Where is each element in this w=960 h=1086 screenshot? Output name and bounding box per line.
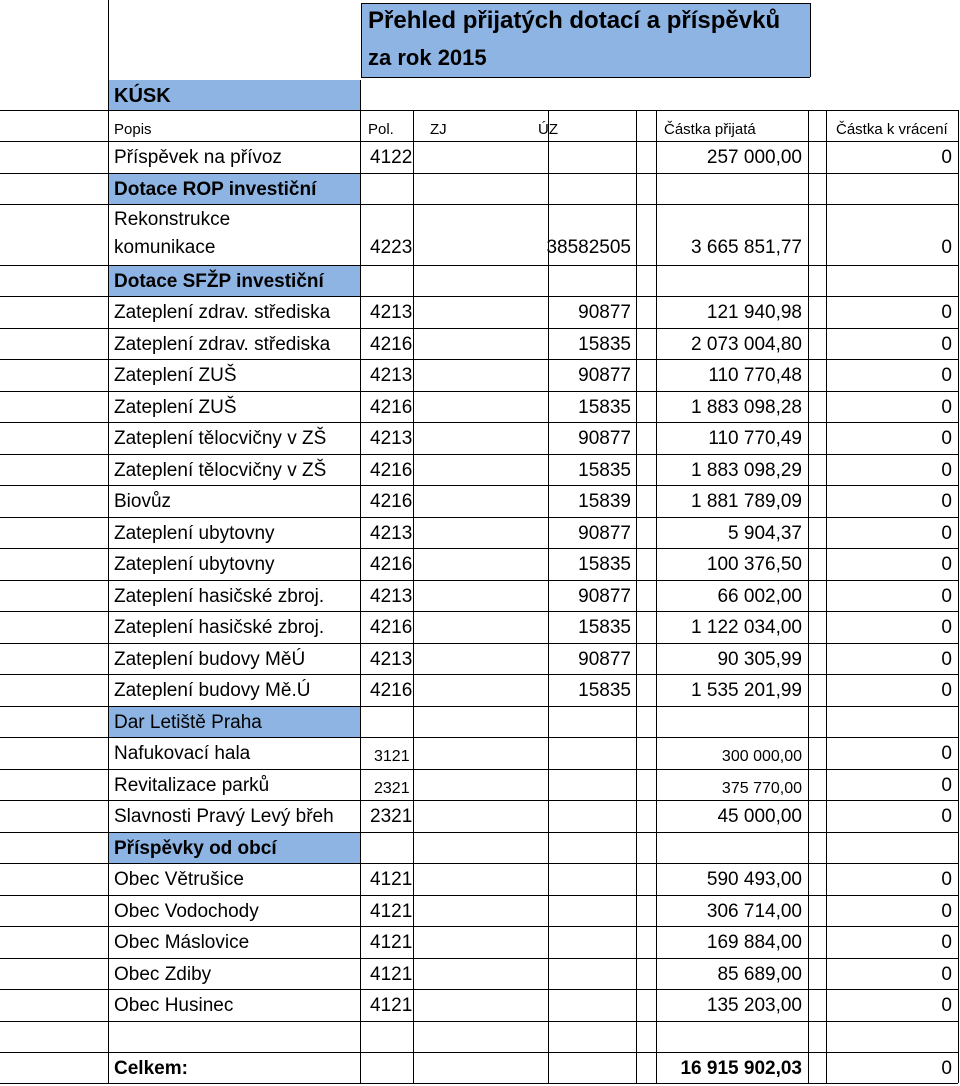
row-pol: 2321 — [370, 806, 413, 827]
row-prijata: 590 493,00 — [706, 869, 802, 890]
grid-line — [361, 3, 810, 4]
row-pol: 4213 — [370, 302, 413, 323]
row-uz: 38582505 — [546, 237, 631, 258]
grid-line — [0, 1052, 958, 1053]
row-prijata: 66 002,00 — [717, 586, 802, 607]
grid-line — [0, 958, 958, 959]
grid-line — [0, 328, 958, 329]
grid-line — [0, 204, 958, 205]
row-popis: komunikace — [114, 237, 216, 258]
row-popis: Obec Zdiby — [114, 964, 212, 985]
grid-line — [0, 359, 958, 360]
grid-line — [548, 110, 549, 1083]
row-vraceni: 0 — [941, 869, 952, 890]
row-pol: 4223 — [370, 237, 413, 258]
header-zj: ZJ — [430, 121, 447, 138]
row-pol: 4216 — [370, 397, 413, 418]
grid-line — [108, 0, 109, 110]
row-pol: 4216 — [370, 617, 413, 638]
row-vraceni: 0 — [941, 995, 952, 1016]
row-popis: Zateplení budovy Mě.Ú — [114, 680, 311, 701]
row-popis: Slavnosti Pravý Levý břeh — [114, 806, 334, 827]
row-popis: Zateplení tělocvičny v ZŠ — [114, 460, 327, 481]
grid-line — [108, 110, 109, 1083]
row-pol: 4213 — [370, 365, 413, 386]
row-vraceni: 0 — [941, 964, 952, 985]
row-popis: Zateplení hasičské zbroj. — [114, 586, 325, 607]
row-vraceni: 0 — [941, 428, 952, 449]
grid-line — [0, 296, 958, 297]
grid-line — [0, 141, 958, 142]
row-uz: 15835 — [578, 460, 631, 481]
header-castka-prijata: Částka přijatá — [664, 121, 756, 138]
grid-line — [0, 643, 958, 644]
row-pol: 4213 — [370, 523, 413, 544]
row-uz: 15835 — [578, 554, 631, 575]
row-popis: Zateplení ubytovny — [114, 523, 275, 544]
section-label: Dotace SFŽP investiční — [114, 271, 324, 292]
grid-line — [0, 989, 958, 990]
row-prijata: 45 000,00 — [717, 806, 802, 827]
total-label: Celkem: — [114, 1058, 188, 1079]
row-popis: Nafukovací hala — [114, 743, 251, 764]
row-pol: 4216 — [370, 334, 413, 355]
row-vraceni: 0 — [941, 365, 952, 386]
grid-line — [361, 3, 362, 77]
row-pol: 4216 — [370, 680, 413, 701]
row-pol: 4121 — [370, 869, 413, 890]
row-prijata: 1 881 789,09 — [691, 491, 802, 512]
total-prijata: 16 915 902,03 — [680, 1058, 802, 1079]
section-label: Dar Letiště Praha — [114, 712, 262, 733]
row-popis: Obec Máslovice — [114, 932, 250, 953]
header-pol: Pol. — [368, 121, 394, 138]
row-vraceni: 0 — [941, 743, 952, 764]
grid-line — [0, 422, 958, 423]
grid-line — [0, 110, 958, 111]
grid-line — [0, 800, 958, 801]
organization-label: KÚSK — [114, 85, 171, 107]
row-pol: 4122 — [370, 147, 413, 168]
grid-line — [0, 548, 958, 549]
row-prijata: 135 203,00 — [706, 995, 802, 1016]
grid-line — [0, 863, 958, 864]
row-pol: 4216 — [370, 460, 413, 481]
row-popis: Biovůz — [114, 491, 172, 512]
row-popis: Příspěvek na přívoz — [114, 147, 282, 168]
row-vraceni: 0 — [941, 932, 952, 953]
row-vraceni: 0 — [941, 147, 952, 168]
row-vraceni: 0 — [941, 460, 952, 481]
grid-line — [0, 674, 958, 675]
row-pol: 4213 — [370, 428, 413, 449]
row-vraceni: 0 — [941, 775, 952, 796]
row-uz: 90877 — [578, 523, 631, 544]
row-uz: 90877 — [578, 365, 631, 386]
grid-line — [636, 110, 637, 1083]
total-vraceni: 0 — [941, 1058, 952, 1079]
grid-line — [0, 737, 958, 738]
row-prijata: 1 883 098,29 — [691, 460, 802, 481]
row-pol: 4216 — [370, 491, 413, 512]
row-pol: 4216 — [370, 554, 413, 575]
row-pol: 4121 — [370, 932, 413, 953]
row-prijata: 1 883 098,28 — [691, 397, 802, 418]
row-prijata: 121 940,98 — [706, 302, 802, 323]
row-prijata: 100 376,50 — [706, 554, 802, 575]
row-uz: 90877 — [578, 586, 631, 607]
row-pol: 4121 — [370, 995, 413, 1016]
row-prijata: 5 904,37 — [728, 523, 802, 544]
row-prijata: 306 714,00 — [706, 901, 802, 922]
row-uz: 15839 — [578, 491, 631, 512]
grid-line — [0, 485, 958, 486]
row-popis: Zateplení ZUŠ — [114, 365, 237, 386]
row-prijata: 169 884,00 — [706, 932, 802, 953]
section-label: Dotace ROP investiční — [114, 179, 317, 200]
row-uz: 15835 — [578, 334, 631, 355]
row-vraceni: 0 — [941, 901, 952, 922]
grid-line — [0, 611, 958, 612]
row-popis: Rekonstrukce — [114, 209, 231, 230]
row-uz: 90877 — [578, 302, 631, 323]
row-prijata: 110 770,49 — [708, 428, 802, 449]
row-popis: Zateplení budovy MěÚ — [114, 649, 306, 670]
row-vraceni: 0 — [941, 334, 952, 355]
grid-line — [413, 110, 414, 1083]
row-popis: Obec Větrušice — [114, 869, 244, 890]
grid-line — [826, 110, 827, 1083]
row-vraceni: 0 — [941, 586, 952, 607]
grid-line — [0, 769, 958, 770]
row-popis: Zateplení zdrav. střediska — [114, 302, 331, 323]
grid-line — [0, 926, 958, 927]
report-subtitle: za rok 2015 — [368, 45, 487, 70]
grid-line — [360, 80, 361, 110]
row-popis: Zateplení hasičské zbroj. — [114, 617, 325, 638]
row-pol: 3121 — [374, 748, 410, 765]
row-prijata: 110 770,48 — [708, 365, 802, 386]
grid-line — [0, 1021, 958, 1022]
row-uz: 15835 — [578, 617, 631, 638]
row-prijata: 1 122 034,00 — [691, 617, 802, 638]
row-popis: Revitalizace parků — [114, 775, 270, 796]
row-vraceni: 0 — [941, 554, 952, 575]
row-uz: 15835 — [578, 680, 631, 701]
row-popis: Obec Husinec — [114, 995, 234, 1016]
header-uz: ÚZ — [538, 121, 558, 138]
row-uz: 90877 — [578, 428, 631, 449]
row-vraceni: 0 — [941, 806, 952, 827]
header-castka-k-vraceni: Částka k vrácení — [836, 121, 948, 138]
row-popis: Zateplení tělocvičny v ZŠ — [114, 428, 327, 449]
grid-line — [808, 110, 809, 1083]
row-pol: 4213 — [370, 586, 413, 607]
grid-line — [0, 454, 958, 455]
row-prijata: 375 770,00 — [721, 780, 802, 797]
grid-line — [360, 110, 361, 1083]
section-label: Příspěvky od obcí — [114, 838, 277, 859]
row-vraceni: 0 — [941, 523, 952, 544]
row-prijata: 2 073 004,80 — [691, 334, 802, 355]
row-vraceni: 0 — [941, 237, 952, 258]
row-vraceni: 0 — [941, 680, 952, 701]
row-popis: Zateplení ZUŠ — [114, 397, 237, 418]
row-vraceni: 0 — [941, 491, 952, 512]
grid-line — [810, 3, 811, 77]
row-vraceni: 0 — [941, 302, 952, 323]
grid-line — [0, 580, 958, 581]
grid-line — [656, 110, 657, 1083]
grid-line — [361, 77, 810, 78]
row-pol: 2321 — [374, 780, 410, 797]
header-popis: Popis — [114, 121, 152, 138]
row-popis: Obec Vodochody — [114, 901, 259, 922]
row-prijata: 257 000,00 — [706, 147, 802, 168]
row-prijata: 3 665 851,77 — [691, 237, 802, 258]
report-title: Přehled přijatých dotací a příspěvků — [368, 7, 781, 34]
grid-line — [958, 110, 959, 1083]
row-prijata: 300 000,00 — [721, 748, 802, 765]
row-pol: 4213 — [370, 649, 413, 670]
row-popis: Zateplení ubytovny — [114, 554, 275, 575]
row-pol: 4121 — [370, 901, 413, 922]
row-popis: Zateplení zdrav. střediska — [114, 334, 331, 355]
row-prijata: 85 689,00 — [717, 964, 802, 985]
row-uz: 15835 — [578, 397, 631, 418]
row-prijata: 1 535 201,99 — [691, 680, 802, 701]
row-vraceni: 0 — [941, 617, 952, 638]
grid-line — [0, 517, 958, 518]
row-uz: 90877 — [578, 649, 631, 670]
grid-line — [0, 895, 958, 896]
row-pol: 4121 — [370, 964, 413, 985]
row-vraceni: 0 — [941, 397, 952, 418]
row-vraceni: 0 — [941, 649, 952, 670]
row-prijata: 90 305,99 — [717, 649, 802, 670]
grid-line — [0, 1083, 958, 1084]
grid-line — [0, 391, 958, 392]
